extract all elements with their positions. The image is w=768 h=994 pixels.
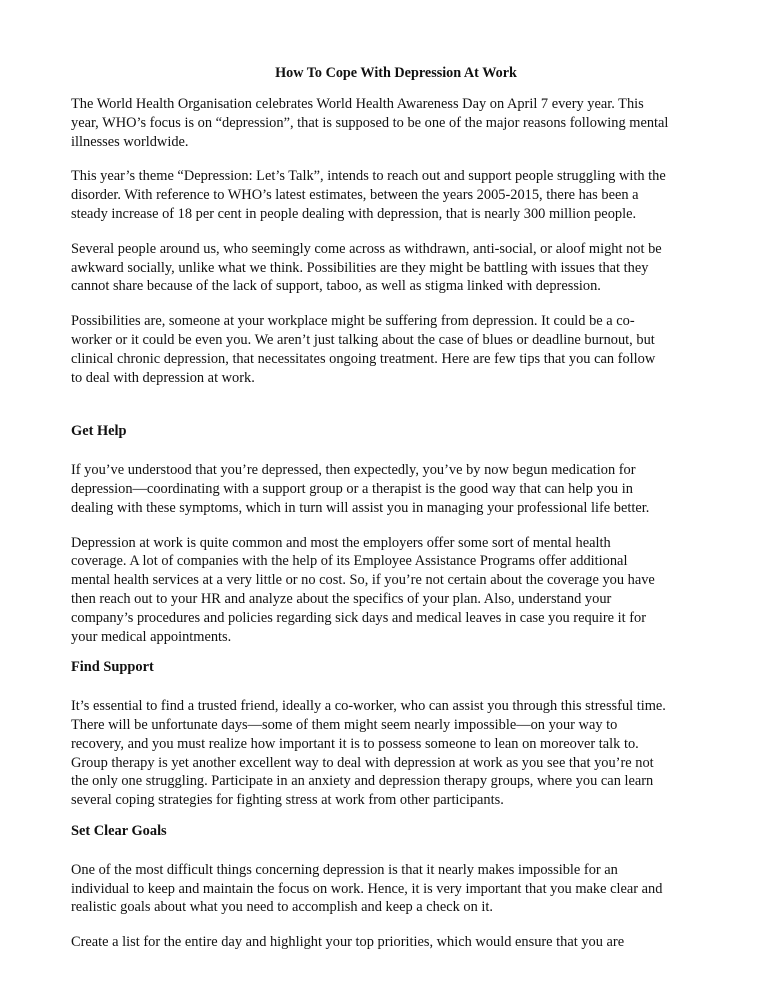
section-heading-set-clear-goals: Set Clear Goals (71, 822, 167, 839)
paragraph-intro-2: This year’s theme “Depression: Let’s Talk”, intends to reach out and support people struggling with the disorder. With reference to WHO’s latest estimates, between the years 2005-2015, there has been a steady increase of 18 per cent in people dealing with depression, that is nearly 300 million people. (71, 168, 666, 222)
paragraph-intro-3: Several people around us, who seemingly come across as withdrawn, anti-social, or aloof might not be awkward socially, unlike what we think. Possibilities are they might be battling with issues that they cannot share because of the lack of support, taboo, as well as stigma linked with depression. (71, 240, 662, 295)
paragraph-intro-1: The World Health Organisation celebrates World Health Awareness Day on April 7 every year. This year, WHO’s focus is on “depression”, that is supposed to be one of the major reasons following mental illnesses worldwide. (71, 96, 669, 150)
paragraph-get-help-2: Depression at work is quite common and most the employers offer some sort of mental health coverage. A lot of companies with the help of its Employee Assistance Programs offer additional mental health services at a very little or no cost. So, if you’re not certain about the coverage you have then reach out to your HR and analyze about the specifics of your plan. Also, understand your company’s procedures and policies regarding sick days and medical leaves in case you require it for your medical appointments. (71, 534, 655, 645)
document-page (71, 64, 711, 952)
paragraph-set-clear-goals-2: Create a list for the entire day and highlight your top priorities, which would ensure that you are (71, 934, 625, 951)
document-title: How To Cope With Depression At Work (275, 65, 517, 81)
paragraph-get-help-1: If you’ve understood that you’re depressed, then expectedly, you’ve by now begun medication for depression—coordinating with a support group or a therapist is the good way that can help you in dealing with these symptoms, which in turn will assist you in managing your professional life better. (71, 462, 650, 516)
section-heading-get-help: Get Help (71, 423, 127, 440)
section-heading-find-support: Find Support (71, 659, 154, 676)
paragraph-intro-4: Possibilities are, someone at your workplace might be suffering from depression. It could be a co- worker or it could be even you. We aren’t just talking about the case of blues or deadline burnout, but clinical chronic depression, that necessitates ongoing treatment. Here are few tips that you can follow to deal with depression at work. (71, 313, 656, 386)
paragraph-find-support-1: It’s essential to find a trusted friend, ideally a co-worker, who can assist you through this stressful time. There will be unfortunate days—some of them might seem nearly impossible—on your way to recovery, and you must realize how important it is to possess someone to lean on moreover talk to. Group therapy is yet another excellent way to deal with depression at work as you see that you’re not the only one struggling. Participate in an anxiety and depression therapy groups, where you can learn several coping strategies for fighting stress at work from other participants. (71, 698, 666, 809)
paragraph-set-clear-goals-1: One of the most difficult things concerning depression is that it nearly makes impossible for an individual to keep and maintain the focus on work. Hence, it is very important that you make clear and realistic goals about what you need to accomplish and keep a check on it. (71, 861, 663, 916)
